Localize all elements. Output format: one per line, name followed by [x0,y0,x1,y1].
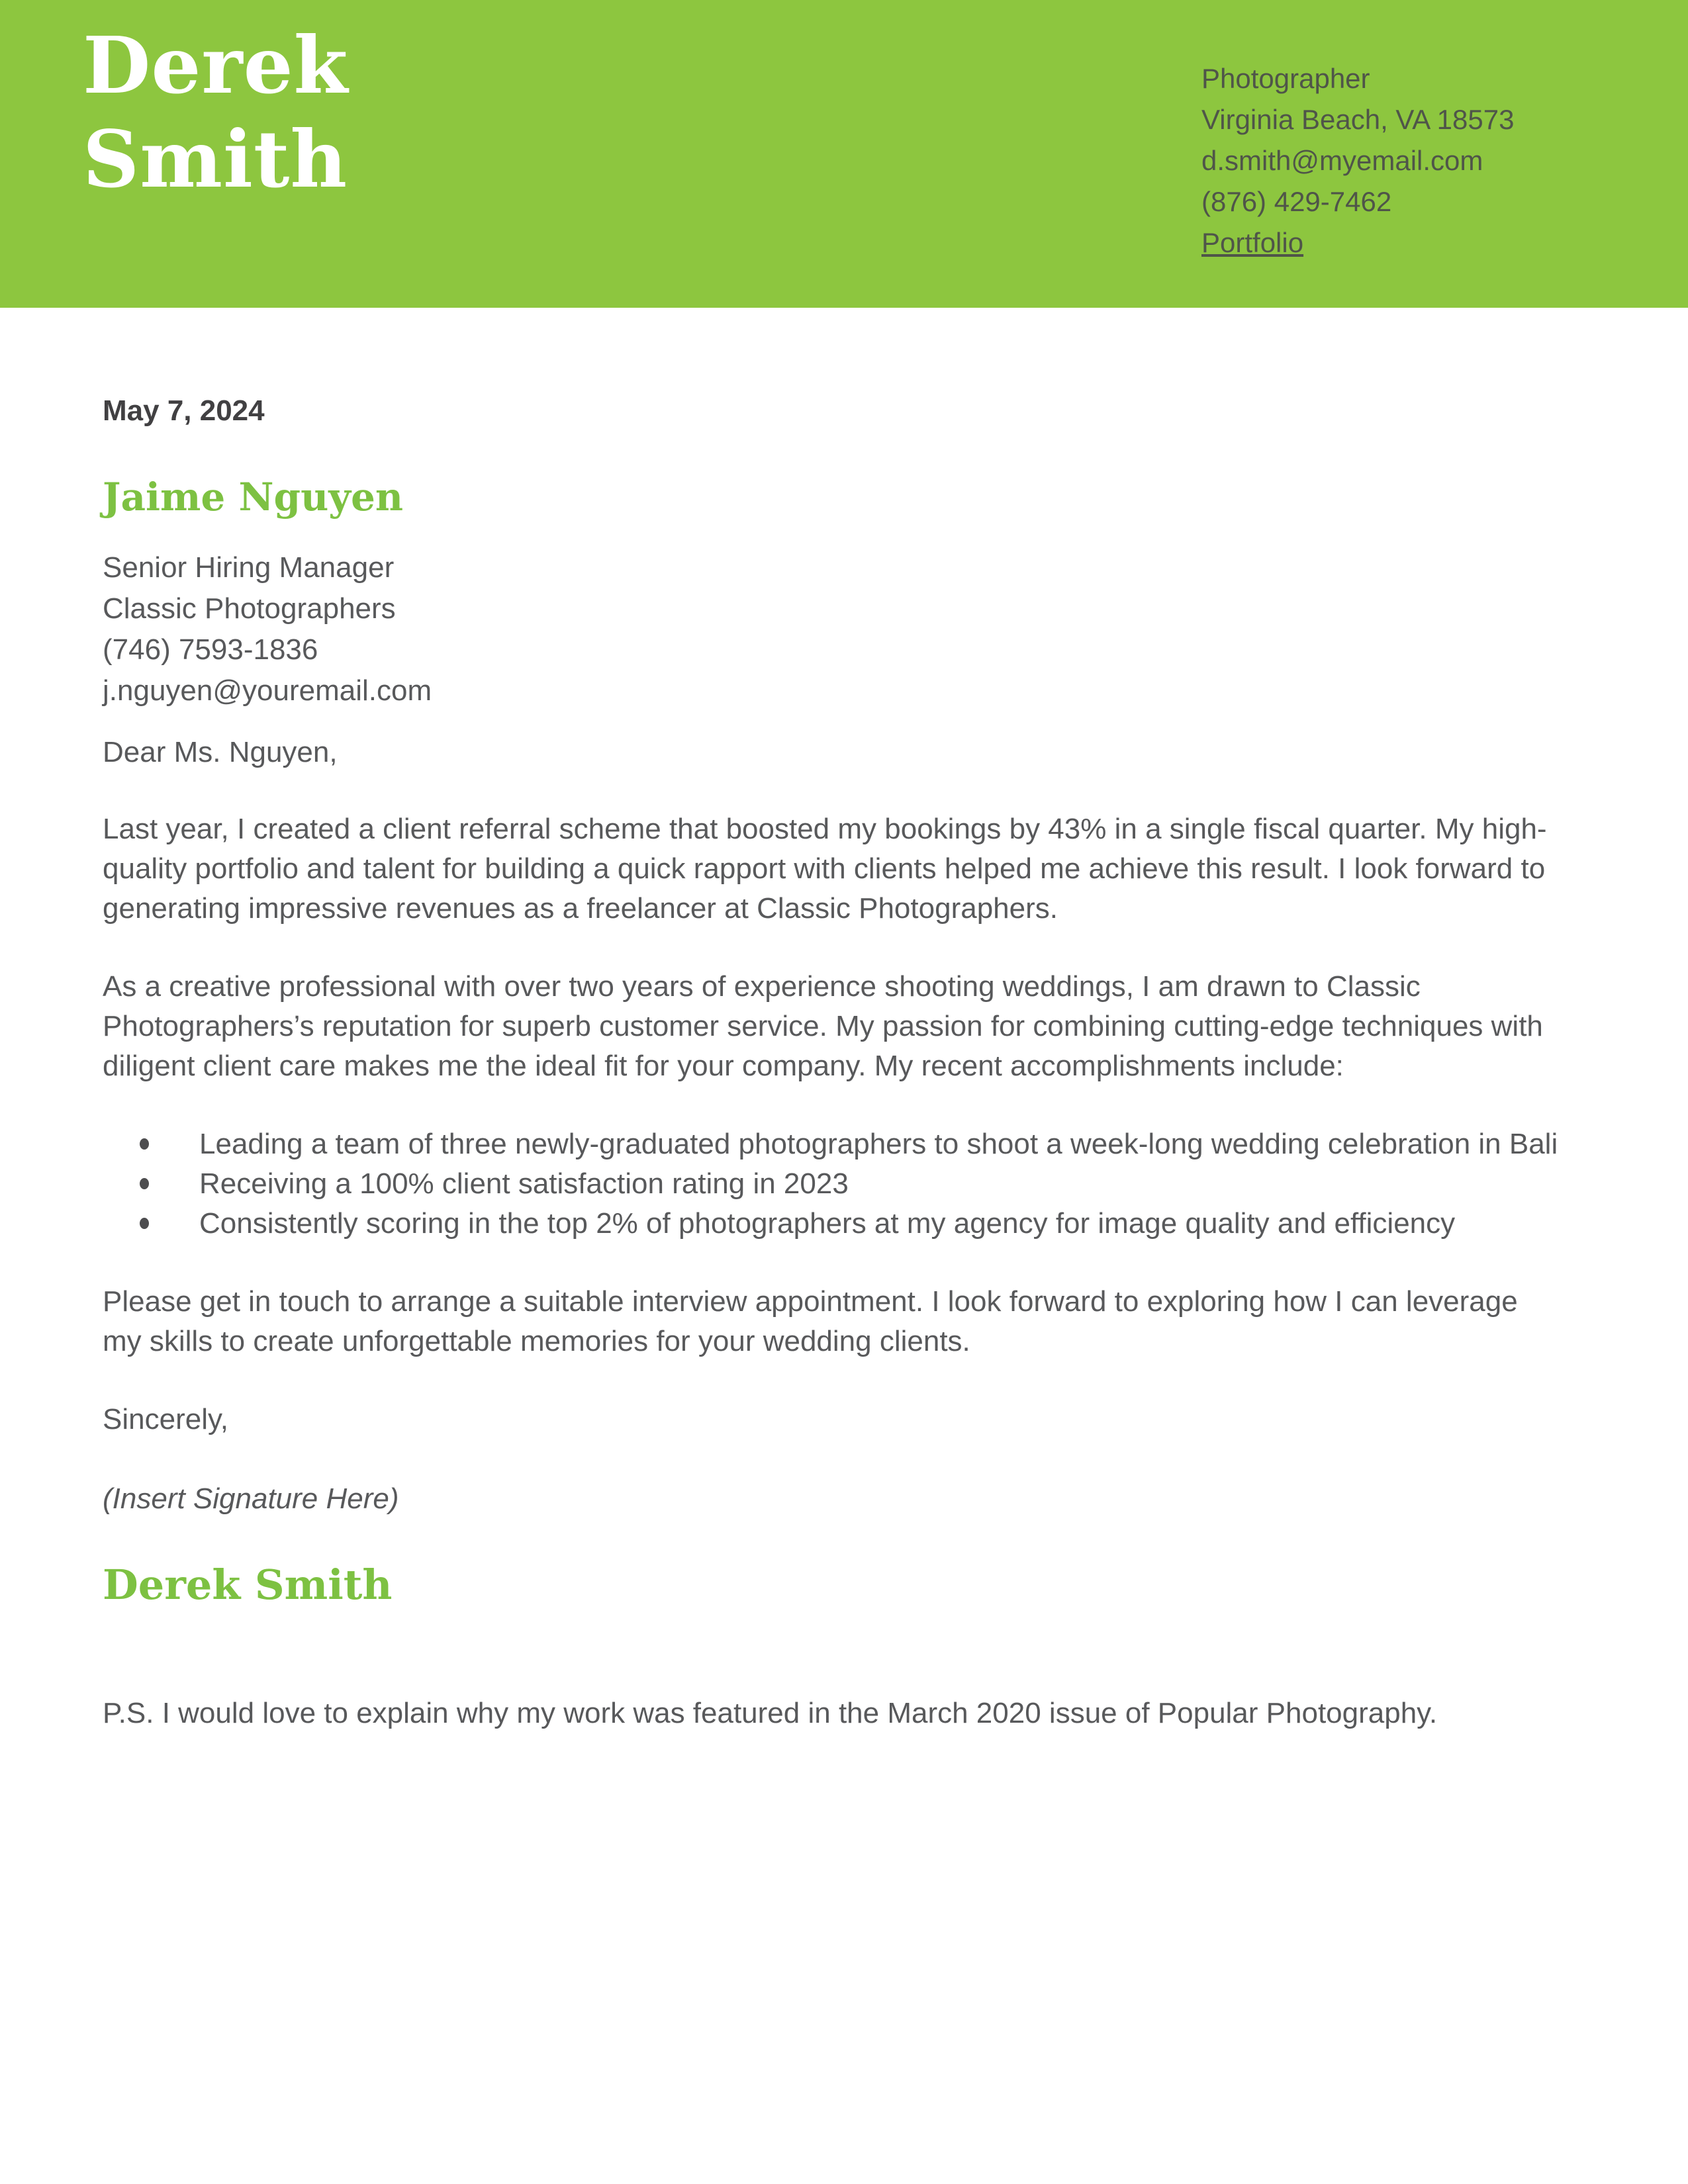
letter-content [0,308,1688,1733]
applicant-name [83,19,348,206]
body-paragraph-1: Last year, I created a client referral scheme that boosted my bookings by 43% in a single fiscal quarter. My high-quality portfolio and talent for building a quick rapport with clients helped me achieve this result. I look forward to generating impressive revenues as a freelancer at Classic Photographers. [103,813,1547,925]
recipient-company: Classic Photographers [103,592,396,625]
header-contact-block [1201,58,1514,263]
header-banner [0,0,1688,308]
list-item-text: Consistently scoring in the top 2% of photographers at my agency for image quality and efficiency [199,1207,1456,1240]
bullet-icon [140,1178,149,1189]
closing-paragraph: Please get in touch to arrange a suitable interview appointment. I look forward to exploring how I can leverage my skills to create unforgettable memories for your wedding clients. [103,1285,1518,1357]
signature-placeholder: (Insert Signature Here) [103,1482,399,1515]
contact-job-title: Photographer [1201,63,1370,94]
body-paragraph-2: As a creative professional with over two years of experience shooting weddings, I am drawn to Classic Photographers’s reputation for superb customer service. My passion for combining cutting-edge techniques with diligent client care makes me the ideal fit for your company. My recent accomplishments include: [103,970,1543,1082]
signoff: Sincerely, [103,1403,228,1435]
letter-date: May 7, 2024 [103,394,265,427]
list-item [103,1204,1559,1244]
salutation: Dear Ms. Nguyen, [103,736,338,768]
recipient-name: Jaime Nguyen [103,475,404,520]
contact-email: d.smith@myemail.com [1201,145,1483,176]
portfolio-link[interactable]: Portfolio [1201,227,1304,258]
list-item-text: Leading a team of three newly-graduated photographers to shoot a week-long wedding celebration in Bali [199,1128,1558,1160]
bullet-icon [140,1218,149,1229]
list-item [103,1124,1559,1164]
signature-name: Derek Smith [103,1561,393,1609]
recipient-phone: (746) 7593-1836 [103,633,318,666]
applicant-first-name: Derek [83,19,349,111]
list-item-text: Receiving a 100% client satisfaction rating in 2023 [199,1167,849,1200]
postscript: P.S. I would love to explain why my work was featured in the March 2020 issue of Popular Photography. [103,1697,1438,1729]
recipient-job-title: Senior Hiring Manager [103,551,395,584]
accomplishments-list [103,1124,1559,1244]
list-item [103,1164,1559,1204]
bullet-icon [140,1138,149,1150]
contact-phone: (876) 429-7462 [1201,186,1392,217]
recipient-email: j.nguyen@youremail.com [103,674,432,707]
applicant-last-name: Smith [83,113,348,205]
contact-location: Virginia Beach, VA 18573 [1201,104,1515,135]
recipient-details [103,547,1559,711]
